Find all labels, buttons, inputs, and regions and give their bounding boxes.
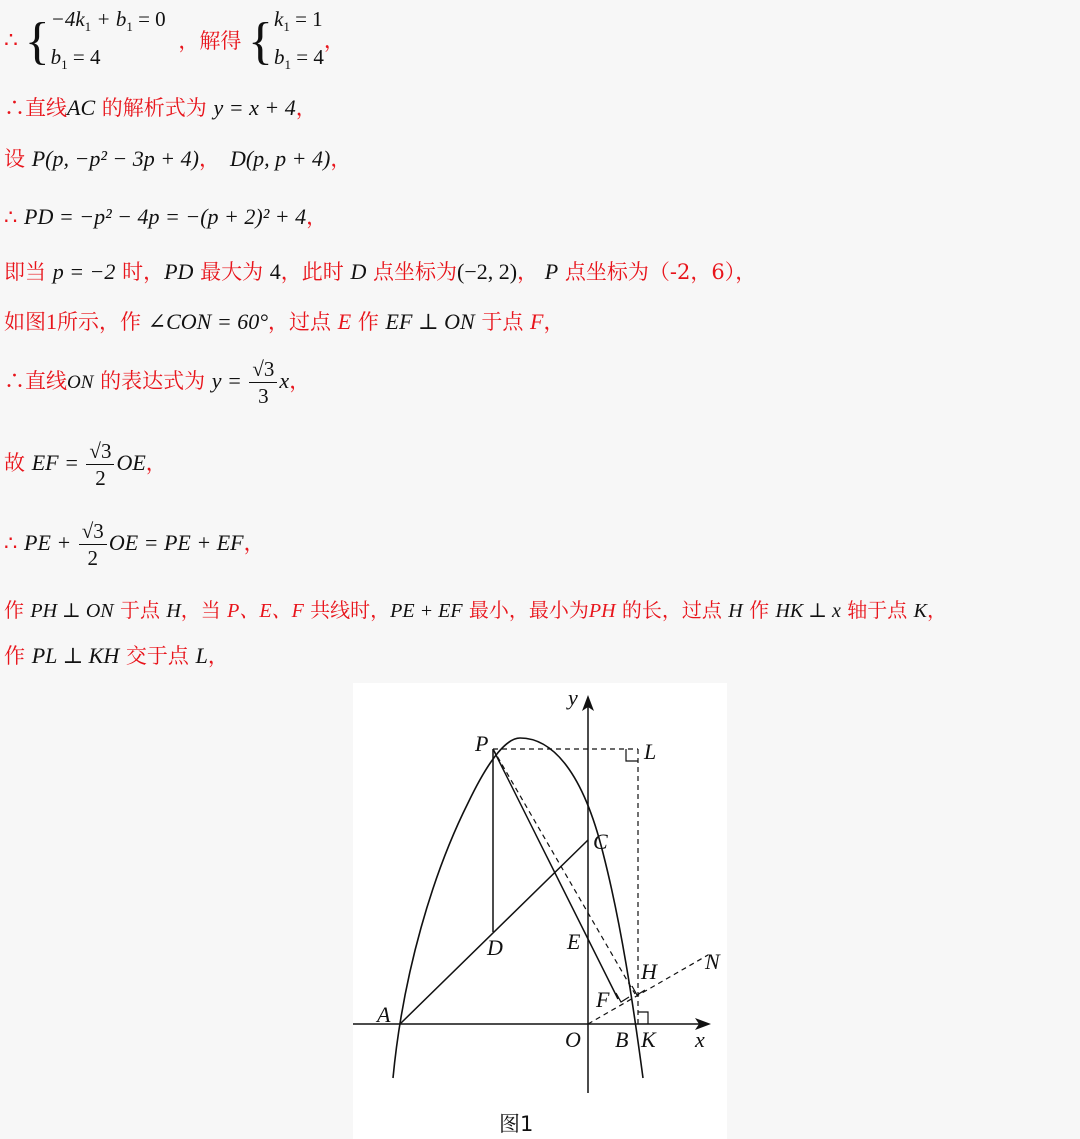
line-ef xyxy=(4,438,167,491)
math-cond: p = −2 xyxy=(52,259,116,284)
math-ef: EF = xyxy=(31,450,85,475)
equation-system-1 xyxy=(51,4,166,80)
text: 作 xyxy=(351,310,386,334)
sol1-sub: 1 xyxy=(283,19,290,35)
eq1-rest: + b xyxy=(91,7,127,31)
math-pef: P、E、F xyxy=(227,600,304,622)
line-pe-sum xyxy=(4,518,265,571)
fraction-sqrt3-over-2 xyxy=(86,438,114,491)
math-pl: PL ⊥ KH xyxy=(31,643,120,668)
eq2-sub: 1 xyxy=(61,57,68,73)
math-ph: PH ⊥ ON xyxy=(30,600,114,622)
math-l: L xyxy=(195,643,208,668)
text: ∴直线 xyxy=(4,96,67,120)
text: 时， xyxy=(115,260,165,284)
math-e: E xyxy=(337,309,352,334)
label-d: D xyxy=(487,935,503,960)
label-p: P xyxy=(475,731,489,756)
denominator: 2 xyxy=(87,546,99,570)
eq2-end: = 4 xyxy=(67,45,101,70)
denominator: 3 xyxy=(258,384,269,408)
label-n: N xyxy=(705,949,720,974)
eq1-sub: 1 xyxy=(84,19,92,35)
math-pd-eq: PD = −p² − 4p = −(p + 2)² + 4 xyxy=(24,204,307,229)
text: 设 xyxy=(4,147,32,171)
label-x: x xyxy=(695,1027,705,1052)
sol1-end: = 1 xyxy=(289,7,323,31)
text: ， xyxy=(243,531,265,555)
math-d: D xyxy=(229,146,246,171)
text: 的长，过点 xyxy=(615,598,729,622)
label-a: A xyxy=(377,1002,391,1027)
figure-caption: 图1 xyxy=(499,1112,534,1136)
math-pd: PD xyxy=(164,259,194,284)
math-y: y = xyxy=(211,368,248,393)
text: 点坐标为（-2，6）， xyxy=(558,260,757,284)
text: 最小，最小为 xyxy=(462,598,589,622)
equation-system-2 xyxy=(274,4,324,80)
right-angle-f xyxy=(616,993,629,1002)
tail-comma: ， xyxy=(323,28,345,53)
text: 于点 xyxy=(113,598,167,622)
line-set-points xyxy=(4,143,351,173)
text: 即当 xyxy=(4,260,53,284)
figure-1 xyxy=(353,683,727,1139)
math-p: P xyxy=(544,259,559,284)
sol2-term: b xyxy=(274,45,285,70)
text: ， xyxy=(207,644,229,668)
left-brace-2: { xyxy=(248,13,274,71)
text: 所示，作 xyxy=(57,310,148,334)
label-h: H xyxy=(641,959,657,984)
math-f: F xyxy=(530,309,544,334)
text: ， xyxy=(295,96,317,120)
text: ， xyxy=(330,147,352,171)
math-oe: OE xyxy=(116,450,146,475)
text: ， xyxy=(289,369,311,393)
math-ph2: PH xyxy=(588,600,616,622)
math-value: 4 xyxy=(269,259,281,284)
math-d: D xyxy=(350,259,367,284)
label-l: L xyxy=(644,739,657,764)
text: 最大为 xyxy=(193,260,270,284)
text: 交于点 xyxy=(119,644,196,668)
text: ，过点 xyxy=(268,310,338,334)
line-solve-system xyxy=(4,4,345,80)
math-h: H xyxy=(166,600,181,622)
text: ∴直线 xyxy=(4,369,67,393)
text: 于点 xyxy=(474,310,530,334)
text: 作 xyxy=(4,598,31,622)
segment-pf xyxy=(493,749,618,999)
eq1-sub2: 1 xyxy=(126,19,133,35)
math-x: x xyxy=(279,368,290,393)
line-max xyxy=(4,256,756,286)
math-pe: PE + xyxy=(24,530,77,555)
label-f: F xyxy=(596,987,610,1012)
text: 点坐标为 xyxy=(366,260,458,284)
math-k: K xyxy=(913,600,927,622)
therefore-symbol: ∴ xyxy=(4,27,18,53)
math-perp: EF ⊥ ON xyxy=(385,309,475,334)
label-y: y xyxy=(568,685,578,710)
line-pd xyxy=(4,201,327,231)
math-p: P xyxy=(31,146,46,171)
numerator: √3 xyxy=(79,518,107,545)
math-eq: y = x + 4 xyxy=(213,95,296,120)
numerator: √3 xyxy=(249,356,277,383)
eq1-term: −4k xyxy=(50,7,85,31)
text: ， xyxy=(927,598,947,622)
segment-ph xyxy=(493,749,635,994)
text: ， xyxy=(145,451,167,475)
left-brace: { xyxy=(24,13,50,71)
label-e: E xyxy=(567,929,581,954)
text: 如图 xyxy=(4,310,46,334)
text: ， xyxy=(543,310,565,334)
line-pl xyxy=(4,640,229,670)
line-ac-equation xyxy=(4,92,317,122)
right-angle-l xyxy=(626,749,638,761)
numerator: √3 xyxy=(86,438,114,465)
text: ，此时 xyxy=(280,260,351,284)
fraction-sqrt3-over-2 xyxy=(79,518,107,571)
text: 共线时， xyxy=(303,598,391,622)
fraction-sqrt3-over-3 xyxy=(249,356,277,409)
math-p-expr: (p, −p² − 3p + 4) xyxy=(45,146,199,171)
math-h2: H xyxy=(728,600,743,622)
text: 作 xyxy=(742,598,776,622)
sol2-sub: 1 xyxy=(284,57,292,73)
eq2-term: b xyxy=(50,45,62,70)
geometry-diagram xyxy=(353,683,727,1139)
label-c: C xyxy=(593,829,608,854)
line-ph xyxy=(4,594,947,623)
math-rest: OE = PE + EF xyxy=(108,530,244,555)
math-d-coord: (−2, 2) xyxy=(457,259,518,284)
text: ，当 xyxy=(180,598,228,622)
sol1-term: k xyxy=(274,7,284,31)
math-angle: ∠CON = 60° xyxy=(147,309,268,334)
text: 的解析式为 xyxy=(95,96,214,120)
text: ， xyxy=(306,205,328,229)
line-on-equation xyxy=(4,356,310,409)
denominator: 2 xyxy=(95,466,106,490)
math-on: ON xyxy=(67,372,94,393)
math-ac: AC xyxy=(67,95,96,120)
text: 轴于点 xyxy=(840,598,914,622)
eq1-end: = 0 xyxy=(132,7,166,31)
text: ， xyxy=(198,147,220,171)
math-sum: PE + EF xyxy=(390,600,463,622)
math-hk: HK ⊥ x xyxy=(775,600,841,622)
label-b: B xyxy=(615,1027,629,1052)
text: 的表达式为 xyxy=(93,369,212,393)
text: 作 xyxy=(4,644,32,668)
right-angle-k xyxy=(638,1012,648,1024)
text: 故 xyxy=(4,451,32,475)
label-o: O xyxy=(565,1027,581,1052)
label-k: K xyxy=(641,1027,656,1052)
figure-number: 1 xyxy=(46,309,57,334)
text: ， xyxy=(517,260,545,284)
line-figure-construct xyxy=(4,306,564,336)
solve-text: ，解得 xyxy=(178,28,242,53)
math-d-expr: (p, p + 4) xyxy=(245,146,331,171)
text: ∴ xyxy=(4,531,25,555)
sol2-end: = 4 xyxy=(291,45,324,70)
text: ∴ xyxy=(4,205,25,229)
line-ac xyxy=(400,840,588,1024)
